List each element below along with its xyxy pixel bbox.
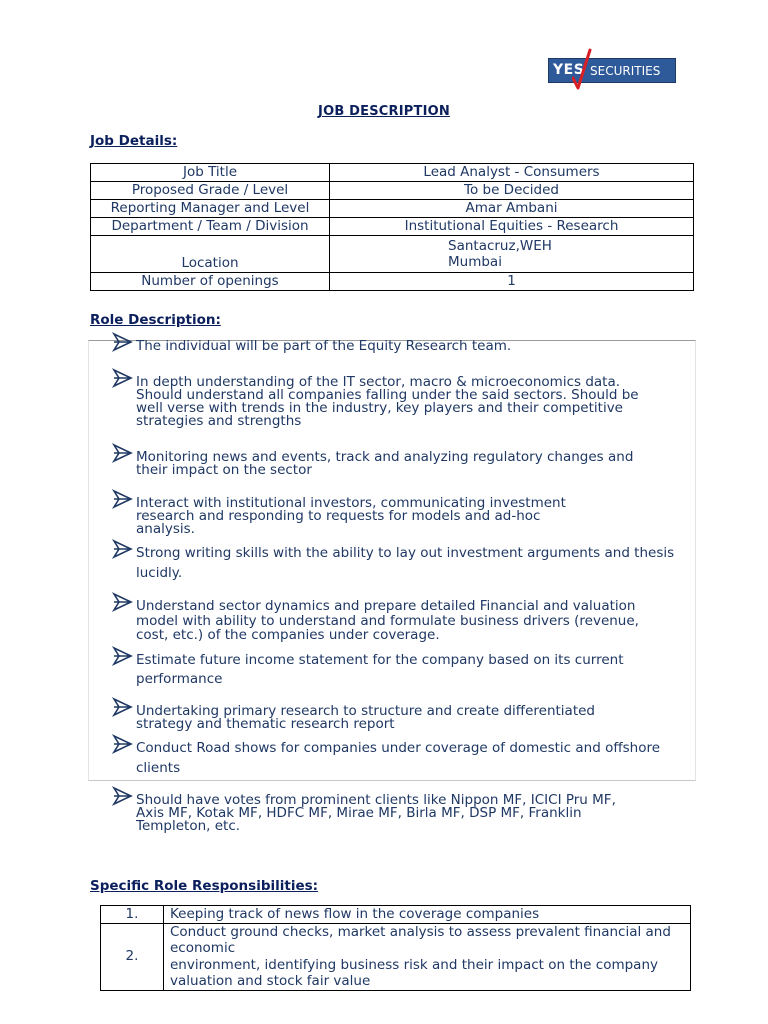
bullet-line: In depth understanding of the IT sector, macro & microeconomics data.	[136, 374, 621, 390]
bullet-line: analysis.	[136, 521, 195, 537]
arrow-bullet-icon	[112, 443, 134, 463]
job-details-table	[90, 163, 694, 291]
bullet-text	[136, 547, 696, 587]
bullet-text	[136, 497, 696, 536]
bullet-text	[136, 340, 696, 353]
bullet-line: Should understand all companies falling under the said sectors. Should be	[136, 387, 639, 403]
responsibility-number: 2.	[101, 923, 164, 990]
bullet-line: Should have votes from prominent clients like Nippon MF, ICICI Pru MF,	[136, 792, 616, 808]
table-row	[91, 164, 694, 182]
detail-label: Department / Team / Division	[91, 218, 330, 236]
table-row	[91, 218, 694, 236]
detail-label: Number of openings	[91, 273, 330, 291]
responsibility-number: 1.	[101, 906, 164, 924]
location-line: Mumbai	[448, 254, 502, 270]
bullet-line: research and responding to requests for models and ad-hoc	[136, 508, 541, 524]
arrow-bullet-icon	[112, 592, 134, 612]
table-row	[91, 273, 694, 291]
bullet-line: Axis MF, Kotak MF, HDFC MF, Mirae MF, Birla MF, DSP MF, Franklin	[136, 805, 582, 821]
bullet-line: Estimate future income statement for the company based on its current	[136, 652, 624, 668]
bullet-line: Templeton, etc.	[136, 818, 241, 834]
company-logo	[548, 52, 676, 88]
arrow-bullet-icon	[112, 734, 134, 754]
bullet-line: strategies and strengths	[136, 413, 302, 429]
table-row	[91, 200, 694, 218]
bullet-text	[136, 794, 696, 833]
detail-value: To be Decided	[330, 182, 694, 200]
bullet-line: their impact on the sector	[136, 462, 312, 478]
responsibility-line: valuation and stock fair value	[170, 973, 371, 989]
bullet-line: Undertaking primary research to structure and create differentiated	[136, 703, 595, 719]
bullet-line: lucidly.	[136, 565, 183, 581]
responsibility-line: Conduct ground checks, market analysis to assess prevalent financial and	[170, 923, 671, 940]
document-title: JOB DESCRIPTION	[318, 104, 450, 119]
bullet-line: Understand sector dynamics and prepare detailed Financial and valuation	[136, 598, 636, 614]
detail-value: Institutional Equities - Research	[330, 218, 694, 236]
bullet-text	[136, 600, 696, 644]
bullet-line: Interact with institutional investors, communicating investment	[136, 495, 566, 511]
responsibility-text	[164, 923, 691, 990]
bullet-line: strategy and thematic research report	[136, 716, 395, 732]
logo-text-securities: SECURITIES	[590, 64, 661, 78]
role-description-heading: Role Description:	[90, 312, 221, 328]
bullet-text	[136, 376, 696, 428]
bullet-text	[136, 451, 696, 477]
table-row	[101, 906, 691, 924]
responsibility-line: environment, identifying business risk and their impact on the company	[170, 956, 658, 973]
table-row	[91, 182, 694, 200]
bullet-line: model with ability to understand and formulate business drivers (revenue,	[136, 612, 639, 629]
detail-label: Location	[91, 236, 330, 273]
detail-value: 1	[330, 273, 694, 291]
table-row	[91, 236, 694, 273]
table-row	[101, 923, 691, 990]
bullet-line: well verse with trends in the industry, key players and their competitive	[136, 400, 623, 416]
bullet-line: performance	[136, 670, 223, 687]
bullet-line: clients	[136, 760, 181, 776]
logo-check-icon	[572, 48, 592, 90]
responsibilities-heading: Specific Role Responsibilities:	[90, 878, 319, 894]
job-details-heading: Job Details:	[90, 133, 178, 149]
responsibilities-table	[100, 905, 691, 991]
detail-value	[330, 236, 694, 273]
bullet-line: Strong writing skills with the ability to lay out investment arguments and thesis	[136, 545, 675, 561]
arrow-bullet-icon	[112, 332, 134, 352]
bullet-text	[136, 742, 696, 782]
detail-value: Lead Analyst - Consumers	[330, 164, 694, 182]
arrow-bullet-icon	[112, 646, 134, 666]
responsibility-line: Keeping track of news flow in the coverage companies	[170, 906, 540, 922]
arrow-bullet-icon	[112, 697, 134, 717]
detail-value: Amar Ambani	[330, 200, 694, 218]
bullet-line: cost, etc.) of the companies under coverage.	[136, 627, 440, 643]
arrow-bullet-icon	[112, 489, 134, 509]
detail-label: Job Title	[91, 164, 330, 182]
responsibility-line: economic	[170, 940, 236, 956]
responsibility-text	[164, 906, 691, 924]
bullet-line: Conduct Road shows for companies under coverage of domestic and offshore	[136, 740, 661, 756]
arrow-bullet-icon	[112, 368, 134, 388]
bullet-text	[136, 705, 696, 731]
location-line: Santacruz,WEH	[448, 238, 552, 254]
bullet-line: The individual will be part of the Equity Research team.	[136, 338, 512, 354]
logo-text-yes: YES	[553, 62, 585, 78]
bullet-line: Monitoring news and events, track and analyzing regulatory changes and	[136, 449, 634, 465]
arrow-bullet-icon	[112, 786, 134, 806]
detail-label: Proposed Grade / Level	[91, 182, 330, 200]
detail-label: Reporting Manager and Level	[91, 200, 330, 218]
arrow-bullet-icon	[112, 539, 134, 559]
bullet-text	[136, 654, 696, 691]
